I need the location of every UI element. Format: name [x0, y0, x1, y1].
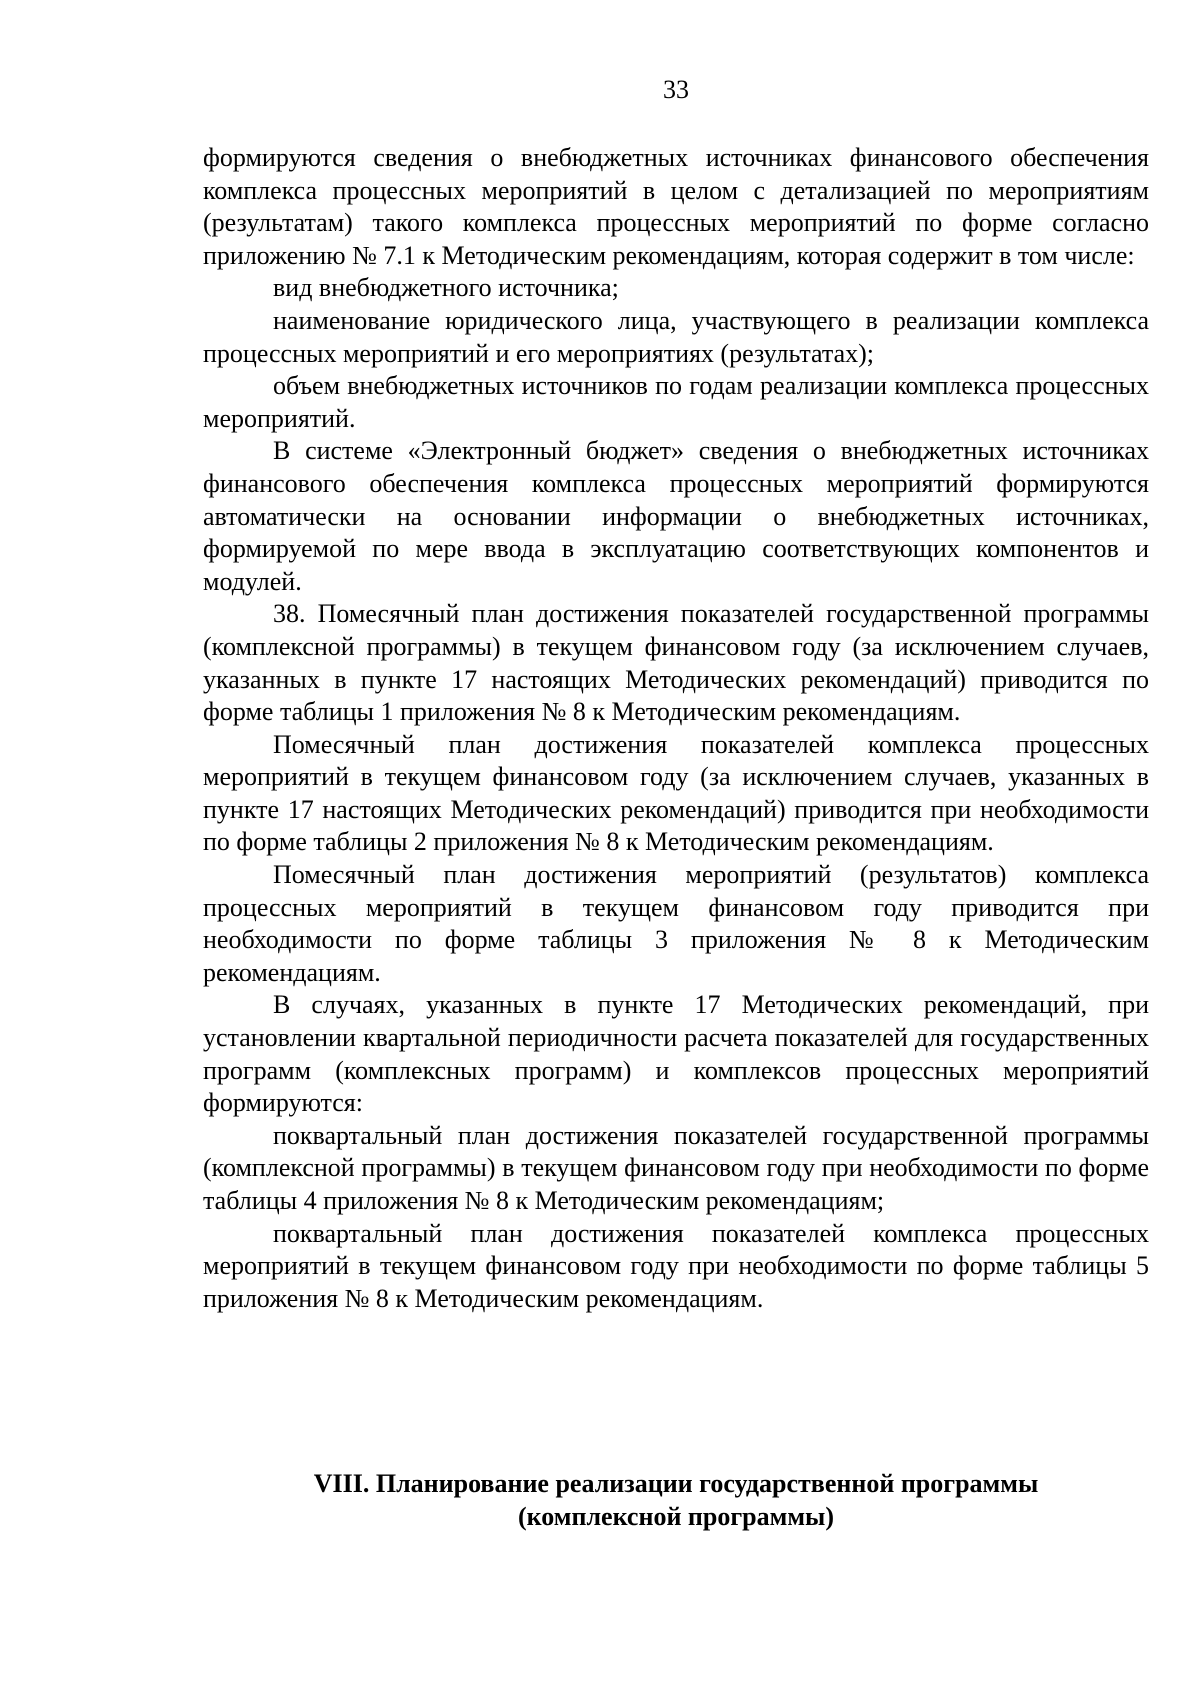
- body-text: [203, 142, 1149, 1315]
- section-heading-line-2: (комплексной программы): [517, 1502, 835, 1531]
- paragraph-monthly-plan-indicators: Помесячный план достижения показателей комплекса процессных мероприятий в текущем финансовом году (за исключением случаев, указанных в пункте 17 настоящих Методических рекомендаций) приводится при необходимости по форме таблицы 2 приложения № 8 к Методическим рекомендациям.: [203, 729, 1149, 857]
- section-heading: [203, 1467, 1149, 1533]
- page-number: 33: [663, 75, 689, 104]
- paragraph-quarterly-cases: В случаях, указанных в пункте 17 Методических рекомендаций, при установлении квартальной периодичности расчета показателей для государственных программ (комплексных программ) и комплексов процессных мероприятий формируются:: [203, 990, 1149, 1118]
- paragraph-list-item-legal-entity: наименование юридического лица, участвующего в реализации комплекса процессных мероприятий и его мероприятиях (результатах);: [203, 305, 1149, 368]
- paragraph-item-38: 38. Помесячный план достижения показателей государственной программы (комплексной программы) в текущем финансовом году (за исключением случаев, указанных в пункте 17 настоящих Методических рекомендаций) приводится по форме таблицы 1 приложения № 8 к Методическим рекомендациям.: [203, 599, 1149, 727]
- section-heading-line-1: VIII. Планирование реализации государственной программы: [313, 1469, 1039, 1498]
- paragraph-monthly-plan-results: Помесячный план достижения мероприятий (результатов) комплекса процессных мероприятий в текущем финансовом году приводится при необходимости по форме таблицы 3 приложения № 8 к Методическим рекомендациям.: [203, 860, 1149, 987]
- paragraph-electronic-budget: В системе «Электронный бюджет» сведения о внебюджетных источниках финансового обеспечения комплекса процессных мероприятий формируются автоматически на основании информации о внебюджетных источниках, формируемой по мере ввода в эксплуатацию соответствующих компонентов и модулей.: [203, 436, 1149, 596]
- paragraph-quarterly-plan-program: поквартальный план достижения показателей государственной программы (комплексной программы) в текущем финансовом году при необходимости по форме таблицы 4 приложения № 8 к Методическим рекомендациям;: [203, 1120, 1149, 1215]
- paragraph-list-item-volume: объем внебюджетных источников по годам реализации комплекса процессных мероприятий.: [203, 371, 1149, 433]
- paragraph-list-item-source-type: вид внебюджетного источника;: [273, 273, 619, 303]
- paragraph-continuation: формируются сведения о внебюджетных источниках финансового обеспечения комплекса процессных мероприятий в целом с детализацией по мероприятиям (результатам) такого комплекса процессных мероприятий по форме согласно приложению № 7.1 к Методическим рекомендациям, которая содержит в том числе:: [203, 143, 1149, 270]
- paragraph-quarterly-plan-complex: поквартальный план достижения показателей комплекса процессных мероприятий в текущем финансовом году при необходимости по форме таблицы 5 приложения № 8 к Методическим рекомендациям.: [203, 1218, 1149, 1313]
